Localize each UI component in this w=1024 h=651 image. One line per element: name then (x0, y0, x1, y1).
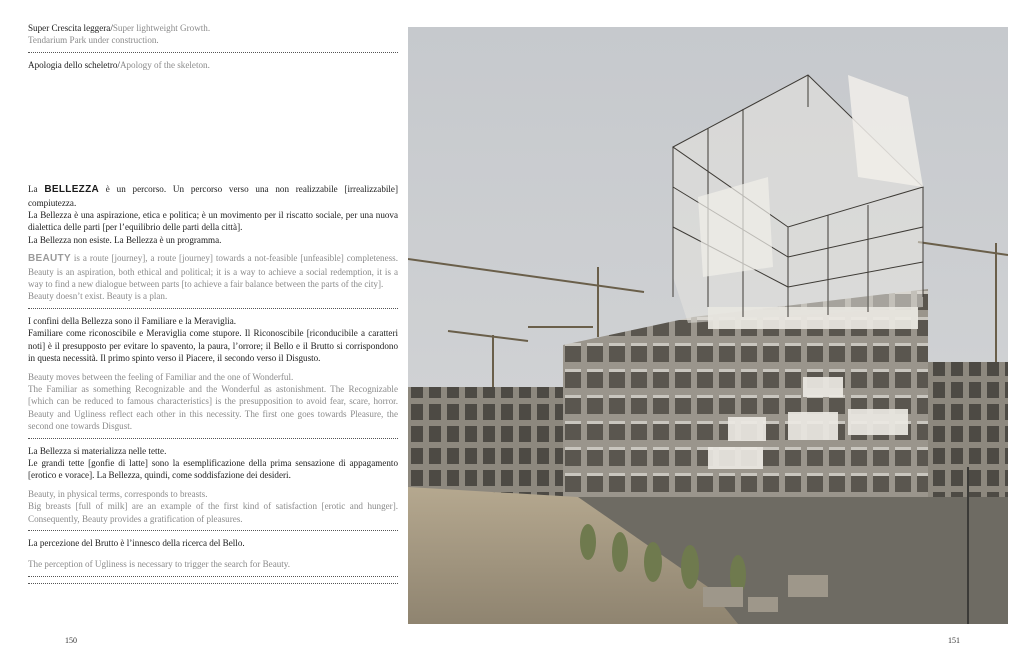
p1-bold: BELLEZZA (44, 184, 100, 196)
construction-site-photo (408, 27, 1008, 624)
paragraph-beauty-2: Beauty doesn’t exist. Beauty is a plan. (28, 291, 168, 302)
main-building-side (563, 317, 693, 507)
caption-line-3 (28, 59, 398, 71)
caption-line-2: Tendarium Park under construction. (28, 35, 159, 46)
dotted-divider (28, 583, 398, 584)
paragraph-beauty (28, 252, 398, 290)
construction-illustration (408, 27, 1008, 624)
caption-en: Apology of the skeleton. (119, 59, 210, 70)
paragraph-familiar: Beauty moves between the feeling of Familiar and the one of Wonderful. (28, 371, 294, 382)
p2-bold: BEAUTY (28, 253, 71, 265)
gap (28, 549, 398, 558)
paragraph-familiar-2: The Familiar as something Recognizable and the Wonderful as astonishment. The Recognizable [which can be reduced to famous characteristics] is the presupposition to avoid fear, scare, horror. Beauty and Ugliness reflect each other in this necessity. The first one goes towards Pleasure, the second one towards Disgust. (28, 383, 398, 432)
page-number-left: 150 (65, 636, 77, 645)
caption-slash: / (117, 59, 120, 70)
paragraph-bellezza (28, 183, 398, 209)
paragraph-confini-2: Familiare come riconoscibile e Meraviglia come stupore. Il Riconoscibile [riconducibile a caratteri noti] è il presupposto per evitare lo spavento, la paura, l’orrore; il Bello e il Brutto si corrispondono in questa necessità. Il primo spinto verso il Piacere, il secondo verso il Disgusto. (28, 328, 398, 364)
paragraph-ugliness: The perception of Ugliness is necessary to trigger the search for Beauty. (28, 559, 291, 570)
caption-it: Apologia dello scheletro (28, 59, 118, 70)
left-page-text (28, 22, 398, 590)
paragraph-tette: La Bellezza si materializza nelle tette. (28, 445, 167, 456)
p2-rest: is a route [journey], a route [journey] towards a not-feasible [unfeasible] completeness. Beauty is an aspiration, both ethical and political; it is a way to achieve a social redemption, it is a way to find a new dialogue between parts [to achieve a fair balance between the parts of the city]. (28, 253, 398, 290)
paragraph-bellezza-2: La Bellezza è una aspirazione, etica e politica; è un movimento per il riscatto sociale, per una nuova dialettica delle parti [per l’equilibrio delle parti della città]. (28, 210, 398, 233)
caption-en: Super lightweight Growth. (112, 23, 211, 33)
paragraph-breasts-2: Big breasts [full of milk] are an example of the first kind of satisfaction [erotic and hunger]. Consequently, Beauty provides a gratification of pleasures. (28, 501, 398, 524)
dotted-divider (28, 52, 398, 53)
dotted-divider (28, 576, 398, 577)
background-building (408, 387, 578, 497)
caption-slash: / (110, 23, 113, 33)
paragraph-tette-2: Le grandi tette [gonfie di latte] sono la esemplificazione della prima sensazione di appagamento [erotico e vorace]. La Bellezza, quindi, come soddisfazione dei desideri. (28, 457, 398, 481)
page-number-right: 151 (948, 636, 960, 645)
caption-line-1 (28, 22, 398, 34)
blank-space (28, 71, 398, 183)
p1-prefix: La (28, 184, 45, 195)
p1-rest: è un percorso. Un percorso verso una non realizzabile [irrealizzabile] compiutezza. (28, 184, 398, 208)
dotted-divider (28, 438, 398, 439)
caption-it: Super Crescita leggera (28, 23, 111, 33)
paragraph-confini: I confini della Bellezza sono il Familiare e la Meraviglia. (28, 315, 237, 326)
paragraph-breasts: Beauty, in physical terms, corresponds to breasts. (28, 488, 208, 499)
dotted-divider (28, 530, 398, 531)
paragraph-brutto: La percezione del Brutto è l’innesco della ricerca del Bello. (28, 537, 245, 548)
paragraph-bellezza-3: La Bellezza non esiste. La Bellezza è un programma. (28, 234, 222, 245)
dotted-divider (28, 308, 398, 309)
